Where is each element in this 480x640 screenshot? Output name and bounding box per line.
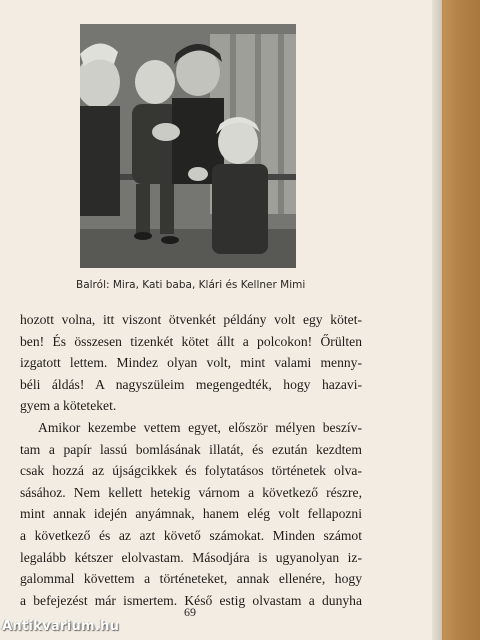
body-text [20, 309, 362, 611]
text-line: Amikor kezembe vettem egyet, először mélyen beszív- [38, 419, 362, 435]
family-photo [80, 24, 296, 268]
text-line: mint annak idején anyámnak, hanem elég volt fellapozni [20, 506, 362, 522]
text-line: hozott volna, itt viszont ötvenkét példány volt egy kötet- [20, 312, 362, 327]
text-line: galommal követtem a történeteket, annak ellenére, hogy [20, 571, 362, 587]
text-line: csak hozzá az újságcikkek és folytatásos történetek olva- [20, 463, 362, 479]
text-line: tam a papír lassú bomlásának illatát, és ezután kezdtem [20, 441, 362, 457]
text-line: béli áldás! A nagyszüleim megengedték, hogy hazavi- [20, 376, 362, 392]
wooden-surface [442, 0, 480, 640]
text-line: sásához. Nem kellett hetekig várnom a következő részre, [20, 484, 362, 500]
text-line: a befejezést már ismertem. Késő estig olvastam a dunyha [20, 592, 362, 608]
page-number: 69 [184, 605, 196, 619]
text-line: gyem a köteteket. [20, 398, 117, 414]
watermark: Antikvarium.hu [2, 619, 120, 634]
text-line: a következő és az azt követő számokat. Minden számot [20, 527, 362, 543]
text-line: izgatott lettem. Mindez olyan volt, mint valami menny- [20, 355, 362, 371]
photo-caption: Balról: Mira, Kati baba, Klári és Kellner Mimi [76, 279, 306, 291]
text-line: ben! És összesen tizenkét kötet állt a polcokon! Őrülten [20, 333, 362, 349]
text-line: legalább kétszer elolvastam. Másodjára is ugyanolyan iz- [20, 549, 362, 565]
page-edge [432, 0, 442, 640]
